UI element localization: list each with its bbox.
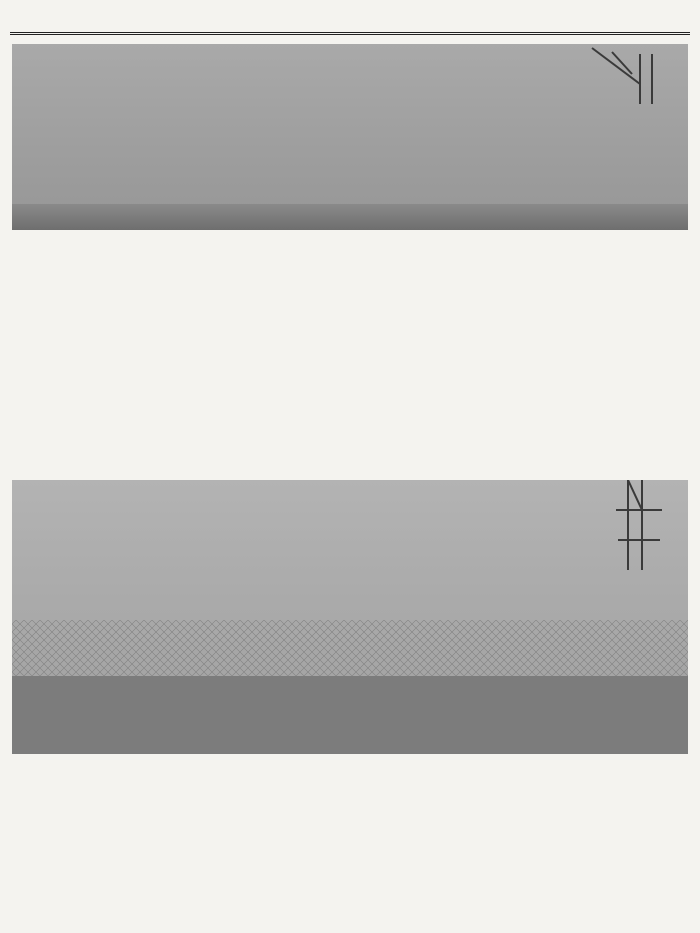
rs-division-photo (12, 480, 688, 754)
page-header (10, 6, 690, 35)
second-division-photo (12, 44, 688, 230)
